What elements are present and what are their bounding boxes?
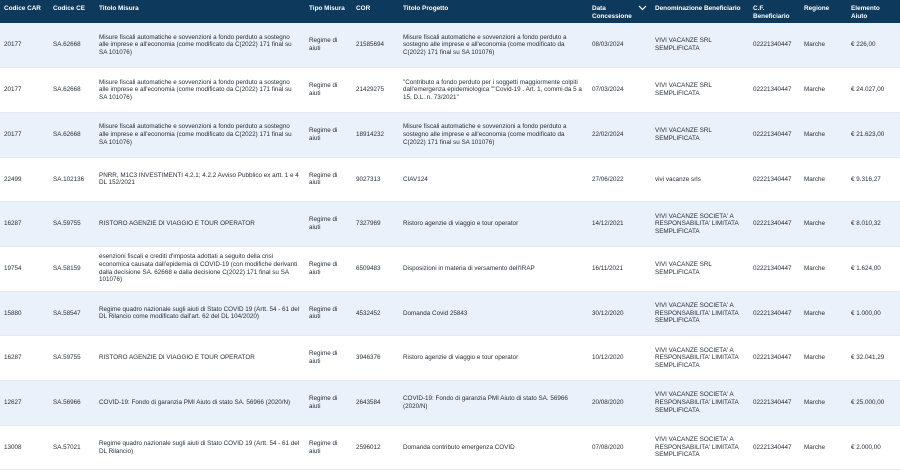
table-row[interactable]	[0, 336, 900, 381]
cell-codice-ce: SA.59755	[49, 336, 95, 381]
header-cf-beneficiario[interactable]	[749, 0, 800, 23]
cell-cor: 3946376	[352, 336, 399, 381]
cell-denominazione-beneficiario: vivi vacanze srls	[651, 157, 749, 202]
cell-cor: 4532452	[352, 291, 399, 336]
cell-cf-beneficiario: 02221340447	[749, 246, 800, 291]
cell-titolo-misura: Misure fiscali automatiche e sovvenzioni a fondo perduto a sostegno alle imprese e all'economia (come modificato da C(2022) 171 final su SA 101076)	[95, 23, 305, 68]
cell-titolo-progetto: COVID-19: Fondo di garanzia PMI Aiuto di stato SA. 56966 (2020/N)	[399, 381, 588, 426]
cell-cf-beneficiario: 02221340447	[749, 68, 800, 113]
header-codice-car[interactable]	[0, 0, 49, 23]
cell-data-concessione: 30/12/2020	[588, 291, 651, 336]
cell-cor: 2596012	[352, 425, 399, 470]
cell-denominazione-beneficiario: VIVI VACANZE SOCIETA' A RESPONSABILITA' LIMITATA SEMPLIFICATA	[651, 202, 749, 247]
header-label: C.F. Beneficiario	[753, 5, 790, 20]
cell-cf-beneficiario: 02221340447	[749, 425, 800, 470]
cell-denominazione-beneficiario: VIVI VACANZE SOCIETA' A RESPONSABILITA' LIMITATA SEMPLIFICATA	[651, 381, 749, 426]
cell-regione: Marche	[800, 425, 847, 470]
cell-tipo-misura: Regime di aiuti	[305, 425, 352, 470]
header-data-concessione[interactable]	[588, 0, 651, 23]
cell-elemento-aiuto: € 2.000,00	[847, 425, 900, 470]
header-label: Tipo Misura	[309, 5, 345, 12]
cell-tipo-misura: Regime di aiuti	[305, 68, 352, 113]
cell-elemento-aiuto: € 9.316,27	[847, 157, 900, 202]
cell-codice-ce: SA.58547	[49, 291, 95, 336]
cell-tipo-misura: Regime di aiuti	[305, 202, 352, 247]
cell-regione: Marche	[800, 291, 847, 336]
cell-titolo-misura: RISTORO AGENZIE DI VIAGGIO E TOUR OPERATOR	[95, 202, 305, 247]
cell-codice-car: 16287	[0, 202, 49, 247]
cell-titolo-progetto: Disposizioni in materia di versamento dell'IRAP	[399, 246, 588, 291]
cell-titolo-misura: PNRR, M1C3 INVESTIMENTI 4.2.1; 4.2.2 Avviso Pubblico ex artt. 1 e 4 DL 152/2021	[95, 157, 305, 202]
cell-elemento-aiuto: € 24.027,00	[847, 68, 900, 113]
cell-tipo-misura: Regime di aiuti	[305, 246, 352, 291]
header-label: Denominazione Beneficiario	[655, 5, 741, 12]
cell-titolo-progetto: Misure fiscali automatiche e sovvenzioni a fondo perduto a sostegno alle imprese e all'economia (come modificato da C(2022) 171 final su SA 101076)	[399, 112, 588, 157]
cell-denominazione-beneficiario: VIVI VACANZE SRL SEMPLIFICATA	[651, 68, 749, 113]
cell-codice-car: 13008	[0, 425, 49, 470]
table-row[interactable]	[0, 246, 900, 291]
cell-cor: 2643584	[352, 381, 399, 426]
header-label: Regione	[804, 5, 830, 12]
header-label: Elemento Aiuto	[851, 5, 880, 20]
cell-elemento-aiuto: € 1.624,00	[847, 246, 900, 291]
cell-cf-beneficiario: 02221340447	[749, 202, 800, 247]
cell-regione: Marche	[800, 381, 847, 426]
cell-data-concessione: 07/03/2024	[588, 68, 651, 113]
cell-titolo-misura: Misure fiscali automatiche e sovvenzioni a fondo perduto a sostegno alle imprese e all'economia (come modificato da C(2022) 171 final su SA 101076)	[95, 68, 305, 113]
cell-titolo-progetto: Domanda Covid 25843	[399, 291, 588, 336]
cell-codice-car: 16287	[0, 336, 49, 381]
cell-cf-beneficiario: 02221340447	[749, 336, 800, 381]
cell-titolo-misura: Misure fiscali automatiche e sovvenzioni a fondo perduto a sostegno alle imprese e all'economia (come modificato da C(2022) 171 final su SA 101076)	[95, 112, 305, 157]
header-label: Codice CE	[53, 5, 85, 12]
cell-codice-car: 22499	[0, 157, 49, 202]
cell-tipo-misura: Regime di aiuti	[305, 112, 352, 157]
cell-titolo-misura: COVID-19: Fondo di garanzia PMI Aiuto di stato SA. 56966 (2020/N)	[95, 381, 305, 426]
cell-elemento-aiuto: € 8.010,32	[847, 202, 900, 247]
cell-titolo-progetto: "Contributo a fondo perduto per i soggetti maggiormente colpiti dall'emergenza epidemiologica ""Covid-19 . Art. 1, commi da 5 a 15, D.L. n. 73/2021"	[399, 68, 588, 113]
cell-regione: Marche	[800, 112, 847, 157]
cell-codice-car: 20177	[0, 68, 49, 113]
cell-titolo-misura: Regime quadro nazionale sugli aiuti di Stato COVID 19 (Artt. 54 - 61 del DL Rilancio)	[95, 425, 305, 470]
cell-codice-car: 20177	[0, 23, 49, 68]
table-row[interactable]	[0, 425, 900, 470]
cell-cf-beneficiario: 02221340447	[749, 112, 800, 157]
table-row[interactable]	[0, 381, 900, 426]
cell-codice-ce: SA.58159	[49, 246, 95, 291]
cell-cor: 6509483	[352, 246, 399, 291]
cell-titolo-misura: Regime quadro nazionale sugli aiuti di Stato COVID 19 (Artt. 54 - 61 del DL Rilancio come modificato dall'art. 62 del DL 104/2020)	[95, 291, 305, 336]
table-row[interactable]	[0, 23, 900, 68]
cell-denominazione-beneficiario: VIVI VACANZE SOCIETA' A RESPONSABILITA' LIMITATA SEMPLIFICATA	[651, 425, 749, 470]
cell-codice-ce: SA.57021	[49, 425, 95, 470]
cell-codice-car: 15880	[0, 291, 49, 336]
cell-regione: Marche	[800, 157, 847, 202]
cell-elemento-aiuto: € 32.041,29	[847, 336, 900, 381]
cell-data-concessione: 22/02/2024	[588, 112, 651, 157]
table-body	[0, 23, 900, 470]
cell-denominazione-beneficiario: VIVI VACANZE SRL SEMPLIFICATA	[651, 246, 749, 291]
header-label: Data Concessione	[592, 5, 632, 20]
cell-data-concessione: 16/11/2021	[588, 246, 651, 291]
cell-elemento-aiuto: € 21.623,00	[847, 112, 900, 157]
cell-data-concessione: 20/08/2020	[588, 381, 651, 426]
cell-tipo-misura: Regime di aiuti	[305, 157, 352, 202]
table-row[interactable]	[0, 291, 900, 336]
header-label: Codice CAR	[4, 5, 41, 12]
header-regione[interactable]	[800, 0, 847, 23]
cell-regione: Marche	[800, 23, 847, 68]
cell-denominazione-beneficiario: VIVI VACANZE SRL SEMPLIFICATA	[651, 112, 749, 157]
cell-elemento-aiuto: € 1.000,00	[847, 291, 900, 336]
cell-titolo-progetto: CIAV124	[399, 157, 588, 202]
cell-codice-ce: SA.102136	[49, 157, 95, 202]
cell-codice-car: 12627	[0, 381, 49, 426]
header-label: COR	[356, 5, 371, 12]
cell-cor: 21585694	[352, 23, 399, 68]
cell-tipo-misura: Regime di aiuti	[305, 23, 352, 68]
cell-cf-beneficiario: 02221340447	[749, 381, 800, 426]
table-header-row	[0, 0, 900, 23]
cell-data-concessione: 08/03/2024	[588, 23, 651, 68]
chevron-down-icon[interactable]	[638, 5, 647, 11]
cell-cf-beneficiario: 02221340447	[749, 23, 800, 68]
cell-denominazione-beneficiario: VIVI VACANZE SRL SEMPLIFICATA	[651, 23, 749, 68]
table-row[interactable]	[0, 157, 900, 202]
header-codice-ce[interactable]	[49, 0, 95, 23]
cell-cor: 9027313	[352, 157, 399, 202]
cell-codice-ce: SA.59755	[49, 202, 95, 247]
cell-cor: 18914232	[352, 112, 399, 157]
cell-titolo-progetto: Misure fiscali automatiche e sovvenzioni a fondo perduto a sostegno alle imprese e all'economia (come modificato da C(2022) 171 final su SA 101076)	[399, 23, 588, 68]
cell-data-concessione: 07/08/2020	[588, 425, 651, 470]
cell-denominazione-beneficiario: VIVI VACANZE SOCIETA' A RESPONSABILITA' LIMITATA SEMPLIFICATA	[651, 336, 749, 381]
cell-elemento-aiuto: € 25.000,00	[847, 381, 900, 426]
cell-tipo-misura: Regime di aiuti	[305, 336, 352, 381]
cell-tipo-misura: Regime di aiuti	[305, 291, 352, 336]
cell-data-concessione: 27/06/2022	[588, 157, 651, 202]
cell-titolo-progetto: Ristoro agenzie di viaggio e tour operator	[399, 202, 588, 247]
cell-regione: Marche	[800, 68, 847, 113]
cell-titolo-misura: RISTORO AGENZIE DI VIAGGIO E TOUR OPERATOR	[95, 336, 305, 381]
cell-denominazione-beneficiario: VIVI VACANZE SOCIETA' A RESPONSABILITA' LIMITATA SEMPLIFICATA	[651, 291, 749, 336]
table-row[interactable]	[0, 202, 900, 247]
cell-codice-ce: SA.62668	[49, 23, 95, 68]
table-row[interactable]	[0, 68, 900, 113]
cell-elemento-aiuto: € 226,00	[847, 23, 900, 68]
cell-regione: Marche	[800, 202, 847, 247]
cell-codice-ce: SA.56966	[49, 381, 95, 426]
cell-data-concessione: 10/12/2020	[588, 336, 651, 381]
header-tipo-misura[interactable]	[305, 0, 352, 23]
cell-titolo-misura: esenzioni fiscali e crediti d'imposta adottati a seguito della crisi economica causata dall'epidemia di COVID-19 (con modifiche derivanti dalla decisione SA. 62668 e dalla decisione C(2022) 171 final su SA 101076)	[95, 246, 305, 291]
header-cor[interactable]	[352, 0, 399, 23]
cell-regione: Marche	[800, 336, 847, 381]
cell-titolo-progetto: Domanda contributo emergenza COVID	[399, 425, 588, 470]
cell-regione: Marche	[800, 246, 847, 291]
header-elemento-aiuto[interactable]	[847, 0, 900, 23]
cell-cor: 21429275	[352, 68, 399, 113]
cell-codice-car: 20177	[0, 112, 49, 157]
cell-cor: 7327969	[352, 202, 399, 247]
header-titolo-progetto[interactable]	[399, 0, 588, 23]
header-label: Titolo Misura	[99, 5, 139, 12]
header-titolo-misura[interactable]	[95, 0, 305, 23]
cell-data-concessione: 14/12/2021	[588, 202, 651, 247]
header-denominazione-beneficiario[interactable]	[651, 0, 749, 23]
cell-tipo-misura: Regime di aiuti	[305, 381, 352, 426]
cell-cf-beneficiario: 02221340447	[749, 291, 800, 336]
cell-codice-ce: SA.62668	[49, 68, 95, 113]
cell-cf-beneficiario: 02221340447	[749, 157, 800, 202]
cell-titolo-progetto: Ristoro agenzie di viaggio e tour operator	[399, 336, 588, 381]
cell-codice-ce: SA.62668	[49, 112, 95, 157]
cell-codice-car: 19754	[0, 246, 49, 291]
table-row[interactable]	[0, 112, 900, 157]
header-label: Titolo Progetto	[403, 5, 449, 12]
